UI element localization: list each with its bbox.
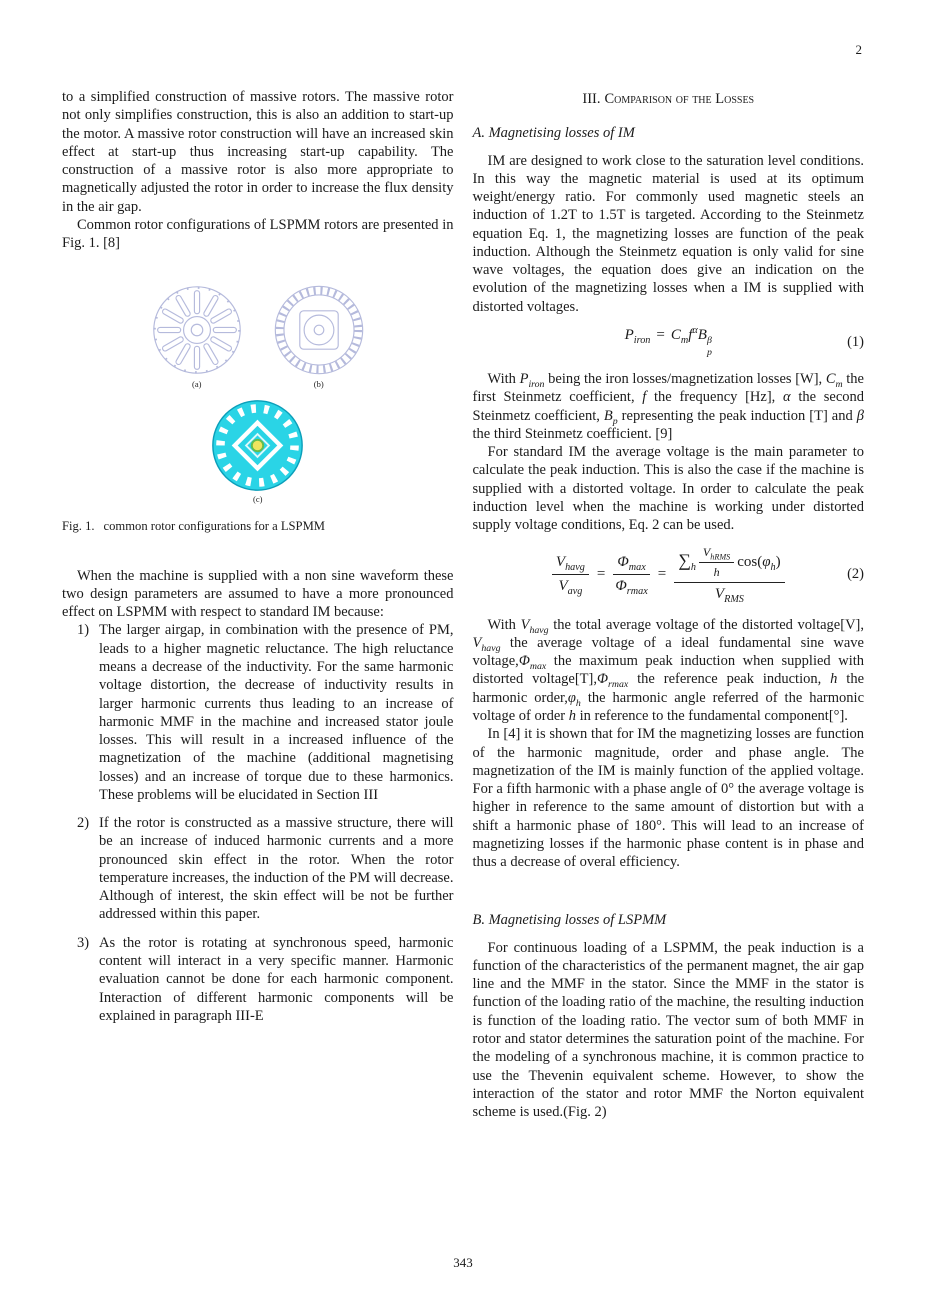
eq1-c: C [670,326,681,343]
figure-1 [62,282,454,534]
eq1-c-sub: m [680,334,689,346]
eq2-v1: V [555,553,566,570]
eq2-v2-sub: avg [567,585,583,597]
equation-2 [473,545,865,604]
figure-caption-text: common rotor configurations for a LSPMM [103,518,325,533]
figure-item-c [210,398,305,505]
list-item-text: The larger airgap, in combination with the presence of PM, leads to a higher magnetic reluctance. The high reluctance means a decrease of the inductivity. For the same harmonic voltage distortion, the decrease of inductivity results in larger harmonic currents thus leading to an increase of harmonic MMF in the machine and increased stator joule losses. This will result in a increased influence of the magnetization of the machine (additional magnetising losses) and an increase of torque due to these harmonics. These problems will be elucidated in Section III [99,622,454,803]
rotor-lamination-b-diagram [271,282,367,378]
paragraph-rotor-configurations: Common rotor configurations of LSPMM rotors are presented in Fig. 1. [8] [62,216,454,252]
equation-2-body [507,545,831,604]
figure-row-bottom [62,398,454,505]
eq2-vh-sub: hRMS [710,551,731,561]
list-item-number: 1) [77,622,90,639]
eq2-v2: V [558,577,568,594]
rotor-fem-c-diagram [210,398,305,493]
figure-caption-label: Fig. 1. [62,518,95,533]
figure-item-b [271,282,367,390]
eq1-f-sup: α [692,324,698,336]
eq2-cos-close: ) [775,553,781,570]
list-item-1 [62,621,454,804]
list-item-number: 2) [77,815,90,832]
eq2-v1-sub: havg [565,561,585,573]
eq2-equals-1: = [596,565,606,582]
section-heading-losses [473,90,865,108]
eq2-fraction-2 [613,553,649,596]
section-title: Comparison of the Losses [604,91,755,107]
eq2-sum-sub: h [690,561,696,573]
eq2-phi-angle-sub: h [770,561,776,573]
left-column [62,88,454,1121]
paragraph-design-parameters: When the machine is supplied with a non sine waveform these two design parameters are assumed to have a more pronounced effect on LSPMM with respect to standard IM because: [62,567,454,621]
figure-item-a [149,282,245,390]
eq2-phi-angle: φ [762,553,771,570]
eq2-sum: ∑ [678,549,691,570]
eq1-f: f [688,326,693,343]
paragraph-average-voltage: For standard IM the average voltage is the main parameter to calculate the peak induction. This is also the case if the machine is supplied with a distorted voltage. In order to calculate the peak induction level when the machine is working under distorted supply voltage conditions, Eq. 2 can be used. [472,444,864,534]
list-item-text: If the rotor is constructed as a massive structure, there will be an increase of induced harmonic currents and a more pronounced skin effect in the rotor. When the rotor temperature increases, the induction of the PM will decrease. Although of interest, the skin effect will be not be further addressed within this paper. [99,815,454,923]
paragraph-lspmm-loading: For continuous loading of a LSPMM, the peak induction is a function of the characteristics of the permanent magnet, the air gap line and the MMF in the stator. Since the MMF in the stator is function of the loading ratio of the machine, the resulting induction is function of the loading ratio. The vector sum of both MMF in rotor and stator determines the saturation point of the machine. For the modeling of a synchronous machine, it is common practice to use the Thevenin equivalent scheme. However, to show the interaction of the stator and rotor MMF the Norton equivalent scheme is used.(Fig. 2) [472,939,864,1121]
numbered-list [62,621,454,1025]
eq2-vrms-sub: RMS [724,593,744,605]
subsection-magnetising-losses-lspmm: B. Magnetising losses of LSPMM [472,912,667,929]
eq1-p: P [624,326,634,343]
eq2-phi2-sub: rmax [626,585,648,597]
eq2-vh: V [702,544,711,559]
eq1-b-sup: β [706,335,712,347]
paragraph-eq2-terms: With $V_{havg}$ the total average voltage of the distorted voltage[V], $V_{havg}$ the average voltage of a ideal fundamental sine wave $voltage,\Phi_{max}$ the maximum peak induction when supplied with distorted $voltage[T],\Phi_{rmax}$ the reference peak induction, h the harmonic $order,\varphi_h$ the harmonic angle referred of the harmonic voltage of order h in reference to the fundamental component[°]. [472,616,865,724]
list-item-number: 3) [77,934,90,951]
eq2-phi1-sub: max [628,561,646,573]
eq2-fraction-3 [674,545,784,604]
figure-caption [62,519,454,535]
paragraph-steinmetz-terms: With $P_{iron}$ being the iron losses/magnetization losses [W], $C_m$ the first Steinmetz coefficient, f the frequency [Hz], α the second Steinmetz coefficient, $B_p$ representing the peak induction [T] and β the third Steinmetz coefficient. [9] [472,371,864,442]
eq2-phi2: Φ [615,577,627,594]
equation-number: (1) [847,333,864,350]
eq2-fraction-1 [552,553,589,596]
page-number-bottom: 343 [453,1254,473,1270]
eq2-phi1: Φ [617,553,629,570]
eq1-b-sub: p [706,346,712,358]
eq2-vrms: V [714,585,725,602]
eq2-cos-open: cos( [737,553,763,570]
eq2-inner-fraction [699,545,734,580]
equation-1-body [507,326,831,358]
equation-number: (2) [847,565,864,582]
eq1-equals: = [656,326,665,343]
eq1-p-sub: iron [633,334,651,346]
eq1-b: B [697,326,707,343]
eq2-h: h [713,564,720,579]
list-item-text: As the rotor is rotating at synchronous speed, harmonic content will interact in a very specific manner. Harmonic evaluation cannot be done for each harmonic component. Interaction of different harmonic components will be explained in paragraph III-E [99,934,454,1024]
equation-1 [473,326,865,358]
figure-sublabel-c: (c) [253,494,263,505]
section-number: III. [582,91,601,107]
figure-sublabel-b: (b) [313,379,324,390]
eq2-equals-2: = [657,565,667,582]
two-column-layout [62,88,864,1121]
paragraph-harmonic-phase: In [4] it is shown that for IM the magnetizing losses are function of the harmonic magnitude, order and phase angle. The magnetization of the IM is mainly function of the applied voltage. For a fifth harmonic with a phase angle of 0° the average voltage is higher in reference to the same amount of distortion but with a shift a harmonic phase of 180°. This will lead to an increase of magnetizing losses if the harmonic phase content is in phase and thus a decrease of overal efficiency. [472,726,864,871]
figure-sublabel-a: (a) [192,379,202,390]
page-number-top: 2 [855,42,862,57]
subsection-magnetising-losses-im: A. Magnetising losses of IM [472,125,635,142]
figure-row-top [62,282,454,390]
rotor-lamination-a-diagram [149,282,245,378]
list-item-2 [62,814,454,924]
paragraph-im-saturation: IM are designed to work close to the saturation level conditions. In this way the magnetic material is used at its optimum weight/energy ratio. For commonly used magnetic steels an induction of 1.2T to 1.5T is targeted. According to the Steinmetz equation Eq. 1, the magnetizing losses are function of the peak induction. Although the Steinmetz equation is only valid for sine wave voltages, the equation does give an indication on the evolution of the magnetizing losses when a IM is supplied with distorted voltages. [472,152,864,315]
list-item-3 [62,934,454,1025]
eq1-b-scripts [707,335,712,358]
paragraph-massive-rotor: to a simplified construction of massive rotors. The massive rotor not only simplifies construction, this is also an addition to start-up the motor. A massive rotor construction will have an increased skin effect at start-up thus increasing start-up capability. The construction of a massive rotor is also more appropriate to magnetically adjusted the rotor in order to increase the flux density in the air gap. [62,89,454,215]
right-column [473,88,865,1121]
